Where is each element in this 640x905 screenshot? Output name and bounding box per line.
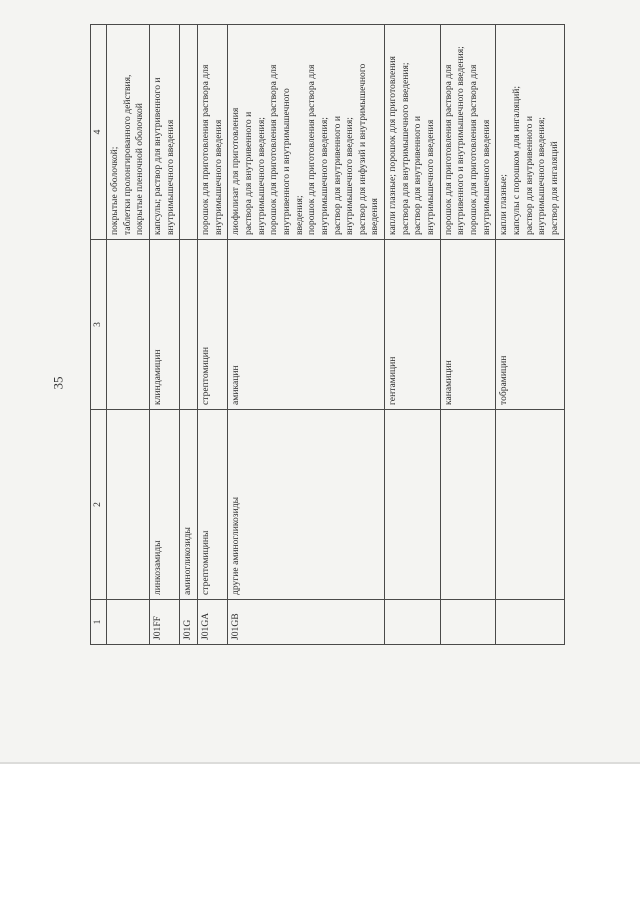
group-cell: другие аминогликозиды [228,410,385,600]
atc-code-cell [440,600,496,645]
dosage-form-line: таблетки пролонгированного действия, [121,74,133,235]
group-cell: аминогликозиды [180,410,198,600]
dosage-form-line: введения; [293,195,305,235]
drug-name-cell: амикацин [228,240,385,410]
drug-table [90,24,565,645]
atc-code-cell [385,600,441,645]
dosage-form-line: раствор для инфузий и внутримышечного [356,63,368,235]
drug-name-cell [107,240,150,410]
dosage-form-line: капли глазные; порошок для приготовления [387,56,399,235]
table-row [180,25,198,645]
dosage-form-line: капли глазные; [498,174,510,235]
group-cell: стрептомицины [197,410,227,600]
header-cell-3: 3 [91,240,107,410]
table-row [228,25,385,645]
header-cell-2: 2 [91,410,107,600]
dosage-form-line: раствор для внутривенного и [412,116,424,235]
page-number: 35 [50,376,66,390]
drug-name-cell [180,240,198,410]
dosage-forms-cell [228,25,385,240]
group-cell [440,410,496,600]
drug-name-cell: гентамицин [385,240,441,410]
dosage-form-line: капсулы с порошком для ингаляций; [511,85,523,235]
table-row [496,25,564,645]
rotated-table-frame [90,25,625,645]
dosage-form-line: внутримышечного введения; [255,117,267,235]
dosage-forms-cell [197,25,227,240]
atc-code-cell: J01GA [197,600,227,645]
dosage-form-line: внутримышечного введения [480,119,492,235]
dosage-form-line: раствора для внутримышечного введения; [399,62,411,235]
scan-edge [0,762,640,764]
dosage-forms-cell [149,25,179,240]
atc-code-cell: J01G [180,600,198,645]
drug-name-cell: клиндамицин [149,240,179,410]
drug-name-cell: стрептомицин [197,240,227,410]
group-cell [385,410,441,600]
drug-name-cell: канамицин [440,240,496,410]
dosage-forms-cell [385,25,441,240]
dosage-form-line: раствора для внутривенного и [242,111,254,235]
dosage-form-line: раствор для внутривенного и [331,116,343,235]
table-row [107,25,150,645]
rotated-table-content [90,25,625,645]
dosage-form-line: внутримышечного введения; [318,117,330,235]
group-cell [107,410,150,600]
atc-code-cell [107,600,150,645]
dosage-forms-cell [180,25,198,240]
dosage-form-line: порошок для приготовления раствора для [468,64,480,235]
dosage-form-line: внутримышечного введения [164,119,176,235]
table-row [149,25,179,645]
dosage-form-line: раствор для ингаляций [549,141,560,235]
dosage-form-line: покрытые пленочной оболочкой [134,103,146,235]
atc-code-cell [496,600,564,645]
dosage-form-line: порошок для приготовления раствора для [199,64,211,235]
dosage-form-line: порошок для приготовления раствора для [442,64,454,235]
dosage-form-line: введения [369,198,381,235]
dosage-form-line: порошок для приготовления раствора для [306,64,318,235]
table-row [197,25,227,645]
group-cell: линкозамиды [149,410,179,600]
group-cell [496,410,564,600]
dosage-form-line: покрытые оболочкой; [109,146,120,235]
table-row [440,25,496,645]
header-cell-4: 4 [91,25,107,240]
dosage-form-line: внутримышечного введения; [536,117,548,235]
header-row [91,25,107,645]
header-cell-1: 1 [91,600,107,645]
atc-code-cell: J01GB [228,600,385,645]
dosage-form-line: внутривенного и внутримышечного введения; [455,46,467,235]
dosage-form-line: внутримышечного введения [425,119,437,235]
dosage-form-line: раствор для внутривенного и [523,116,535,235]
dosage-forms-cell [440,25,496,240]
dosage-form-line: капсулы; раствор для внутривенного и [151,77,163,235]
dosage-form-line: внутримышечного введения [212,119,224,235]
dosage-forms-cell [496,25,564,240]
dosage-forms-cell [107,25,150,240]
table-row [385,25,441,645]
dosage-form-line: внутривенного и внутримышечного [280,88,292,235]
dosage-form-line: внутримышечного введения; [344,117,356,235]
atc-code-cell: J01FF [149,600,179,645]
drug-name-cell: тобрамицин [496,240,564,410]
dosage-form-line: порошок для приготовления раствора для [268,64,280,235]
dosage-form-line: лиофилизат для приготовления [230,107,242,235]
